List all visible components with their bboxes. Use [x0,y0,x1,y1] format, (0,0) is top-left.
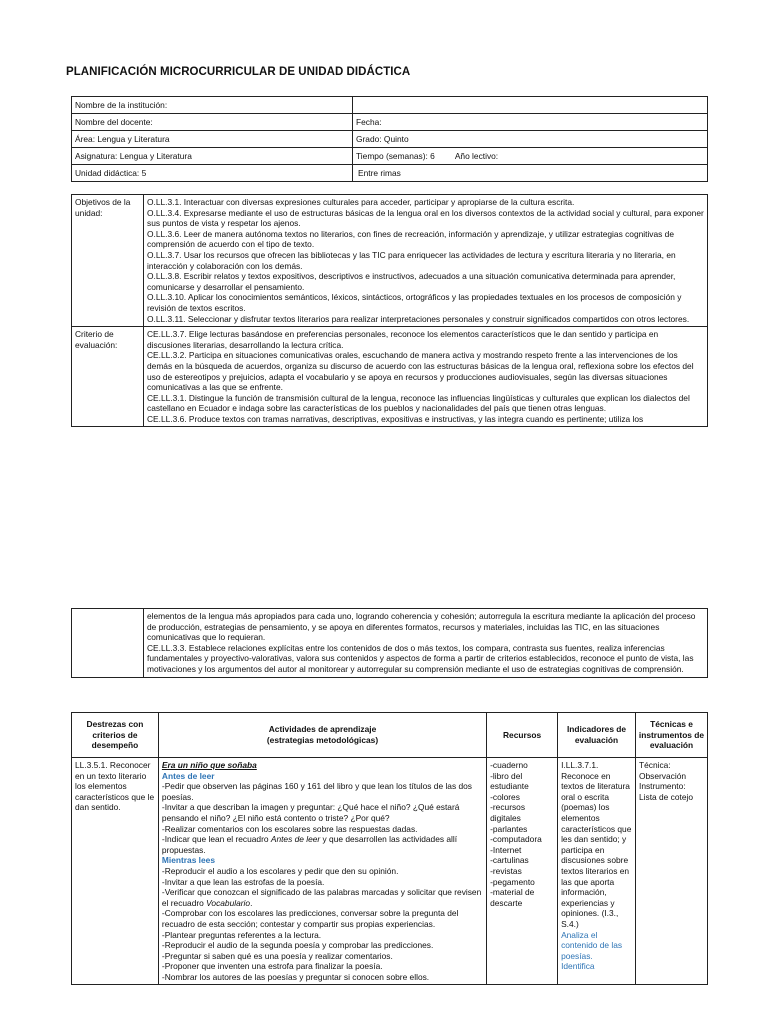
recurso-item: -Internet [490,844,522,855]
recurso-item: descarte [490,897,523,908]
lesson-title: Era un niño que soñaba [161,760,257,770]
criterio-continuation-table [71,608,708,678]
activity-item: -Proponer que inventen una estrofa para finalizar la poesía. [161,961,383,972]
objetivos-criterio-table [71,194,708,427]
recurso-item: estudiante [490,781,529,792]
header-actividades-sub: (estrategias metodológicas) [266,735,379,745]
activity-text: y que desarrollen las actividades allí propuestas. [161,834,458,855]
activity-item [162,834,483,855]
activity-item: -Pedir que observen las páginas 160 y 161 del libro y que lean los títulos de las dos poesías. [161,781,472,802]
activity-text: -Verificar que conozcan el significado de las palabras marcadas y solicitar que revisen el recuadro [161,887,482,908]
recurso-item: -pegamento [490,876,535,887]
objetivo-item: O.LL.3.4. Expresarse mediante el uso de estructuras básicas de la lengua oral en los diversos contextos de la actividad social y cultural, para exponer sus puntos de vista y respetar los ajenos. [147,207,704,229]
objetivo-item: O.LL.3.6. Leer de manera autónoma textos no literarios, con fines de recreación, información y aprendizaje, y utilizar estrategias cognitivas de comprensión de acuerdo con el tipo de texto. [147,228,674,250]
activities-table [71,712,708,985]
criterio-item: CE.LL.3.2. Participa en situaciones comunicativas orales, escuchando de manera activa y mostrando respeto frente a las intervenciones de los demás en la búsqueda de acuerdos, organiza su discurso de acuerdo con las estructuras básicas de la lengua oral, reflexiona sobre los efectos del uso de estereotipos y prejuicios, adapta el vocabulario y se apoya en recursos y producciones audiovisuales, según las diversas situaciones comunicativas a las que se enfrente. [147,350,694,393]
antes-heading: Antes de leer [161,770,215,781]
activity-item: -Invitar a que lean las estrofas de la poesía. [161,876,325,887]
indicador-blue-2: Identifica [561,961,595,972]
activity-emphasis: Antes de leer [270,834,321,845]
activity-item: -Plantear preguntas referentes a la lectura. [161,929,322,940]
recurso-item: -recursos [490,802,526,813]
criterio-label: Criterio de evaluación: [72,327,144,427]
unidad-nombre: Entre rimas [358,168,401,178]
info-table [71,96,708,182]
indicador-text: I.LL.3.7.1. Reconoce en textos de literatura oral o escrita (poemas) los elementos característicos que les dan sentido; y participa en discusiones sobre textos literarios en las que aporta información, experiencias y opiniones. (I.3., S.4.) [561,760,632,929]
recurso-item: -revistas [490,865,522,876]
objetivo-item: O.LL.3.7. Usar los recursos que ofrecen las bibliotecas y las TIC para enriquecer las actividades de lectura y escritura literaria y no literaria, en interacción y colaboración con los demás. [147,249,676,271]
recurso-item: digitales [490,812,521,823]
recursos-cell [487,758,558,985]
header-tecnicas: Técnicas e instrumentos de evaluación [636,713,708,758]
activity-text: . [250,897,253,908]
objetivos-label: Objetivos de la unidad: [72,195,144,327]
activity-item: -Reproducir el audio de la segunda poesía y comprobar las predicciones. [161,940,434,951]
recurso-item: -computadora [490,834,542,845]
area-cell: Área: Lengua y Literatura [72,131,353,148]
anio-label: Año lectivo: [454,151,499,161]
header-destrezas: Destrezas con criterios de desempeño [72,713,159,758]
objetivo-item: O.LL.3.8. Escribir relatos y textos expositivos, descriptivos e instructivos, adecuados a una situación comunicativa determinada para aprender, comunicarse y desarrollar el pensamiento. [147,271,676,292]
fecha-cell: Fecha: [353,114,708,131]
header-actividades [158,713,486,758]
recurso-item: -colores [490,791,520,802]
criterio-item: CE.LL.3.1. Distingue la función de transmisión cultural de la lengua, reconoce las influencias lingüísticas y culturales que explican los dialectos del castellano en Ecuador e indaga sobre las características de los pueblos y nacionalidades del país que tienen otras lenguas. [147,392,690,414]
activity-item: -Comprobar con los escolares las predicciones, conversar sobre la pregunta del recuadro de esta sección; contestar y compartir sus propias experiencias. [161,908,459,929]
recurso-item: -libro del [490,770,523,781]
activity-item: -Nombrar los autores de las poesías y preguntar si conocen sobre ellos. [161,971,430,982]
header-actividades-title: Actividades de aprendizaje [268,724,377,735]
activity-item [162,887,483,908]
recurso-item: -parlantes [490,823,528,834]
header-indicadores: Indicadores de evaluación [558,713,636,758]
criterio-item: CE.LL.3.6. Produce textos con tramas narrativas, descriptivas, expositivas e instructivas, y las integra cuando es pertinente; utiliza los [147,413,644,424]
activity-text: -Indicar que lean el recuadro [161,834,271,845]
institucion-value-cell [353,97,708,114]
unidad-cell: Unidad didáctica: 5 [72,165,353,182]
indicador-blue: Analiza el contenido de las poesías. [561,929,623,961]
tiempo-cell [353,148,708,165]
activity-item: -Invitar a que describan la imagen y preguntar: ¿Qué hace el niño? ¿Qué estará pensando el niño? ¿El niño está contento o triste? ¿Por qué? [161,802,460,823]
destreza-cell: LL.3.5.1. Reconocer en un texto literario los elementos característicos que le dan sentido. [72,758,159,985]
activity-item: -Preguntar si saben qué es una poesía y realizar comentarios. [161,950,393,961]
grado-cell: Grado: Quinto [353,131,708,148]
activity-item: -Realizar comentarios con los escolares sobre las respuestas dadas. [161,823,418,834]
mientras-heading: Mientras lees [161,855,215,866]
continuation-content [144,609,708,678]
docente-cell: Nombre del docente: [72,114,353,131]
objetivo-item: O.LL.3.11. Seleccionar y disfrutar textos literarios para realizar interpretaciones personales y construir significados compartidos con otros lectores. [147,313,690,324]
objetivo-item: O.LL.3.1. Interactuar con diversas expresiones culturales para acceder, participar y apropiarse de la cultura escrita. [147,197,575,207]
activity-item: -Reproducir el audio a los escolares y pedir que den su opinión. [161,865,399,876]
header-recursos: Recursos [487,713,558,758]
objetivos-content [144,195,708,327]
recurso-item: -cuaderno [490,760,528,770]
objetivo-item: O.LL.3.10. Aplicar los conocimientos semánticos, léxicos, sintácticos, ortográficos y las propiedades textuales en los procesos de composición y revisión de textos escritos. [147,292,682,313]
criterio-item: elementos de la lengua más apropiados para cada uno, logrando coherencia y cohesión; autorregula la escritura mediante la aplicación del proceso de producción, estrategias de pensamiento, y se apoya en diferentes formatos, recursos y materiales, incluidas las TIC, en las situaciones comunicativas que lo requieran. [147,611,696,643]
indicadores-cell [558,758,636,985]
criterio-item: CE.LL.3.7. Elige lecturas basándose en preferencias personales, reconoce los elementos característicos que le dan sentido y participa en discusiones literarias, desarrollando la lectura crítica. [147,329,659,350]
institucion-cell: Nombre de la institución: [72,97,353,114]
tiempo-label: Tiempo (semanas): 6 [356,151,435,161]
page-title: PLANIFICACIÓN MICROCURRICULAR DE UNIDAD DIDÁCTICA [66,66,411,78]
actividades-cell [158,758,486,985]
criterio-item: CE.LL.3.3. Establece relaciones explícitas entre los contenidos de dos o más textos, los compara, contrasta sus fuentes, realiza inferencias fundamentales y proyectivo-valorativas, valora sus contenidos y aspectos de forma a partir de criterios establecidos, reconoce el punto de vista, las motivaciones y los argumentos del autor al monitorear y autorregular su comprensión mediante el uso de estrategias cognitivas de comprensión. [147,642,694,674]
activity-emphasis: Vocabulario [206,897,251,908]
asignatura-cell: Asignatura: Lengua y Literatura [72,148,353,165]
recurso-item: -material de [490,887,535,898]
criterio-content [144,327,708,427]
recurso-item: -cartulinas [490,855,529,866]
continuation-label-cell [72,609,144,678]
tecnicas-cell: Técnica: Observación Instrumento: Lista de cotejo [636,758,708,985]
unidad-nombre-cell [353,165,708,182]
